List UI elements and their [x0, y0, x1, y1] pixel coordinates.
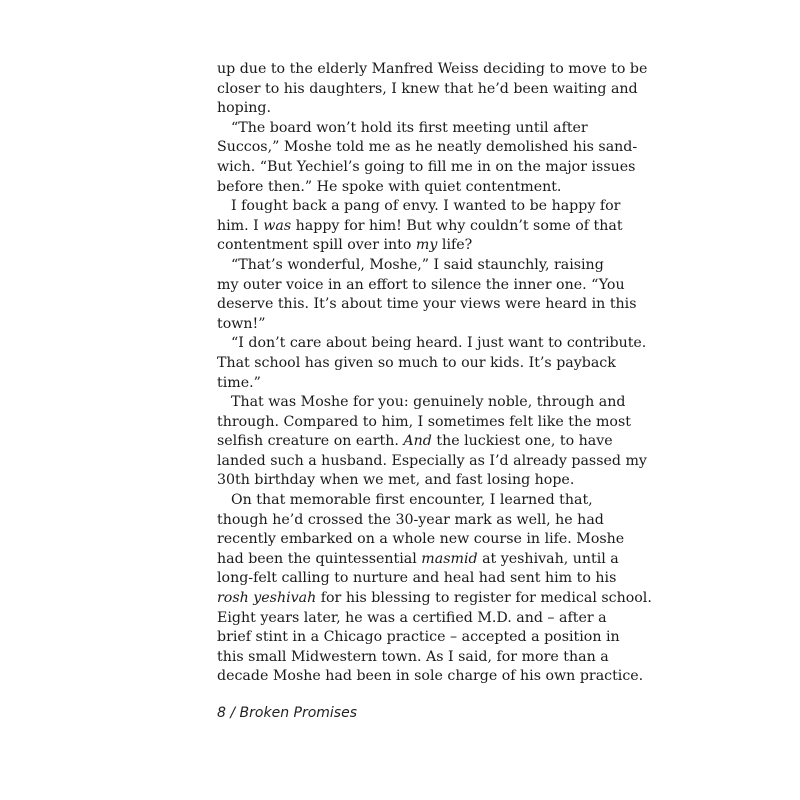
text-run: “The board won’t hold its first meeting until after: [231, 119, 588, 136]
book-page-body: [217, 60, 652, 687]
text-line: [217, 197, 621, 217]
text-run: the luckiest one, to have: [431, 433, 613, 450]
text-run: at yeshivah, until a: [477, 550, 619, 567]
italic-text: And: [403, 433, 432, 450]
footer-separator: /: [230, 705, 236, 721]
italic-text: masmid: [421, 550, 478, 567]
text-line: [217, 236, 584, 256]
text-run: this small Midwestern town. As I said, for more than a: [217, 648, 609, 665]
text-line: [217, 413, 631, 433]
text-run: through. Compared to him, I sometimes felt like the most: [217, 413, 631, 430]
text-line: [217, 60, 648, 80]
text-run: I fought back a pang of envy. I wanted to be happy for: [231, 198, 621, 215]
italic-text: my: [415, 237, 438, 254]
text-line: [217, 295, 637, 315]
text-run: deserve this. It’s about time your views were heard in this: [217, 296, 637, 313]
text-run: life?: [437, 237, 473, 254]
text-run: had been the quintessential: [217, 550, 422, 567]
text-run: him. I: [217, 217, 264, 234]
text-run: recently embarked on a whole new course in life. Moshe: [217, 531, 625, 548]
text-line: [217, 138, 638, 158]
text-run: long-felt calling to nurture and heal had sent him to his: [217, 570, 617, 587]
text-run: town!”: [217, 315, 266, 332]
text-run: my outer voice in an effort to silence the inner one. “You: [217, 276, 625, 293]
text-run: Eight years later, he was a certified M.D. and – after a: [217, 609, 607, 626]
text-run: selfish creature on earth.: [217, 433, 404, 450]
text-line: [217, 511, 604, 531]
text-run: landed such a husband. Especially as I’d already passed my: [217, 452, 647, 469]
text-line: [217, 178, 584, 198]
text-line: [217, 667, 644, 687]
text-line: [217, 550, 619, 570]
text-line: [217, 432, 613, 452]
text-run: That was Moshe for you: genuinely noble, through and: [231, 394, 626, 411]
text-run: That school has given so much to our kids. It’s payback: [217, 354, 616, 371]
text-run: “That’s wonderful, Moshe,” I said staunchly, raising: [231, 256, 604, 273]
text-line: [217, 276, 625, 296]
text-run: though he’d crossed the 30-year mark as well, he had: [217, 511, 604, 528]
text-line: [217, 648, 609, 668]
text-line: [217, 374, 584, 394]
text-line: [217, 80, 638, 100]
text-run: Succos,” Moshe told me as he neatly demolished his sand-: [217, 139, 638, 156]
text-line: [217, 471, 584, 491]
italic-text: rosh yeshivah: [217, 590, 317, 607]
text-line: [217, 99, 584, 119]
text-run: “I don’t care about being heard. I just want to contribute.: [231, 335, 647, 352]
page-number: 8: [217, 705, 226, 721]
text-run: On that memorable first encounter, I learned that,: [231, 492, 593, 509]
text-run: brief stint in a Chicago practice – accepted a position in: [217, 629, 620, 646]
text-line: [217, 491, 593, 511]
text-run: contentment spill over into: [217, 237, 416, 254]
text-run: for his blessing to register for medical school.: [316, 590, 652, 607]
text-run: 30th birthday when we met, and fast losing hope.: [217, 472, 575, 489]
text-run: wich. “But Yechiel’s going to fill me in on the major issues: [217, 158, 636, 175]
text-line: [217, 569, 617, 589]
text-line: [217, 609, 607, 629]
text-line: [217, 119, 588, 139]
text-line: [217, 217, 623, 237]
text-run: happy for him! But why couldn’t some of that: [291, 217, 623, 234]
text-line: [217, 256, 604, 276]
text-line: [217, 452, 647, 472]
text-line: [217, 589, 652, 609]
book-title: Broken Promises: [239, 705, 358, 721]
italic-text: was: [263, 217, 292, 234]
text-line: [217, 354, 616, 374]
text-run: decade Moshe had been in sole charge of his own practice.: [217, 668, 644, 685]
text-run: closer to his daughters, I knew that he’d been waiting and: [217, 80, 638, 97]
text-line: [217, 315, 584, 335]
text-run: before then.” He spoke with quiet contentment.: [217, 178, 562, 195]
text-line: [217, 334, 647, 354]
text-run: up due to the elderly Manfred Weiss deciding to move to be: [217, 61, 648, 77]
text-run: time.”: [217, 374, 261, 391]
text-line: [217, 158, 636, 178]
text-line: [217, 628, 620, 648]
text-line: [217, 393, 626, 413]
page-footer: [217, 705, 357, 721]
text-run: hoping.: [217, 100, 272, 117]
text-line: [217, 530, 625, 550]
